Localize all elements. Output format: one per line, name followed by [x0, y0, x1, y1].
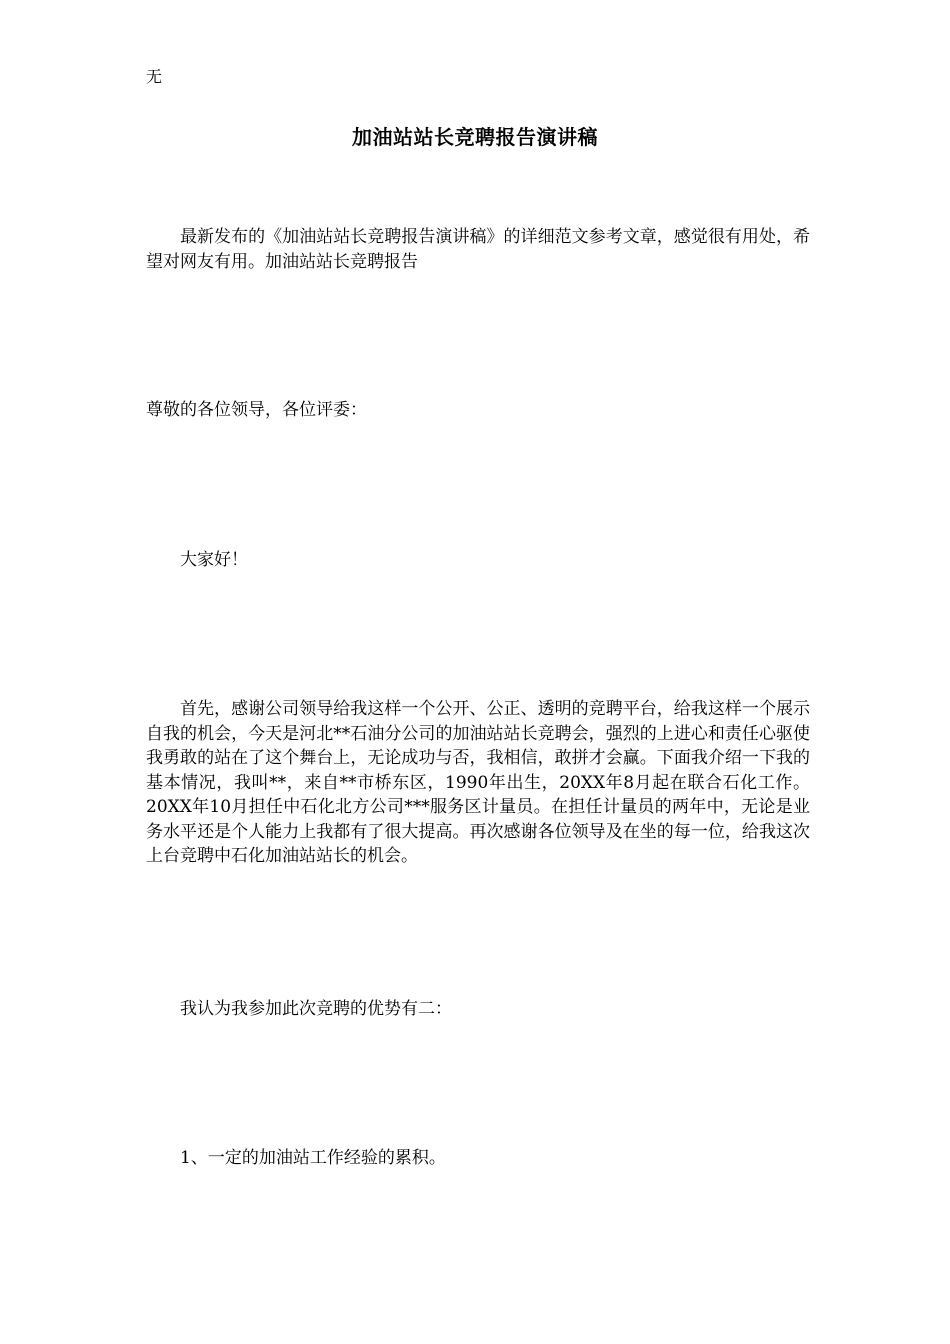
point-one-paragraph: 1、一定的加油站工作经验的累积。	[180, 1148, 446, 1168]
body-paragraph: 首先，感谢公司领导给我这样一个公开、公正、透明的竞聘平台，给我这样一个展示自我的机会，今天是河北**石油分公司的加油站站长竞聘会，强烈的上进心和责任心驱使我勇敢的站在了这个舞台上，无论成功与否，我相信，敢拼才会赢。下面我介绍一下我的基本情况，我叫**，来自**市桥东区，1990年出生，20XX年8月起在联合石化工作。20XX年10月担任中石化北方公司***服务区计量员。在担任计量员的两年中，无论是业务水平还是个人能力上我都有了很大提高。再次感谢各位领导及在坐的每一位，给我这次上台竞聘中石化加油站站长的机会。	[146, 699, 810, 866]
advantages-paragraph: 我认为我参加此次竞聘的优势有二：	[180, 999, 452, 1019]
document-title: 加油站站长竞聘报告演讲稿	[352, 125, 598, 149]
intro-paragraph: 最新发布的《加油站站长竞聘报告演讲稿》的详细范文参考文章，感觉很有用处，希望对网友有用。加油站站长竞聘报告	[146, 227, 810, 272]
greeting-paragraph: 大家好！	[180, 550, 248, 570]
salutation-paragraph: 尊敬的各位领导，各位评委：	[146, 400, 367, 420]
header-mark: 无	[146, 67, 163, 86]
